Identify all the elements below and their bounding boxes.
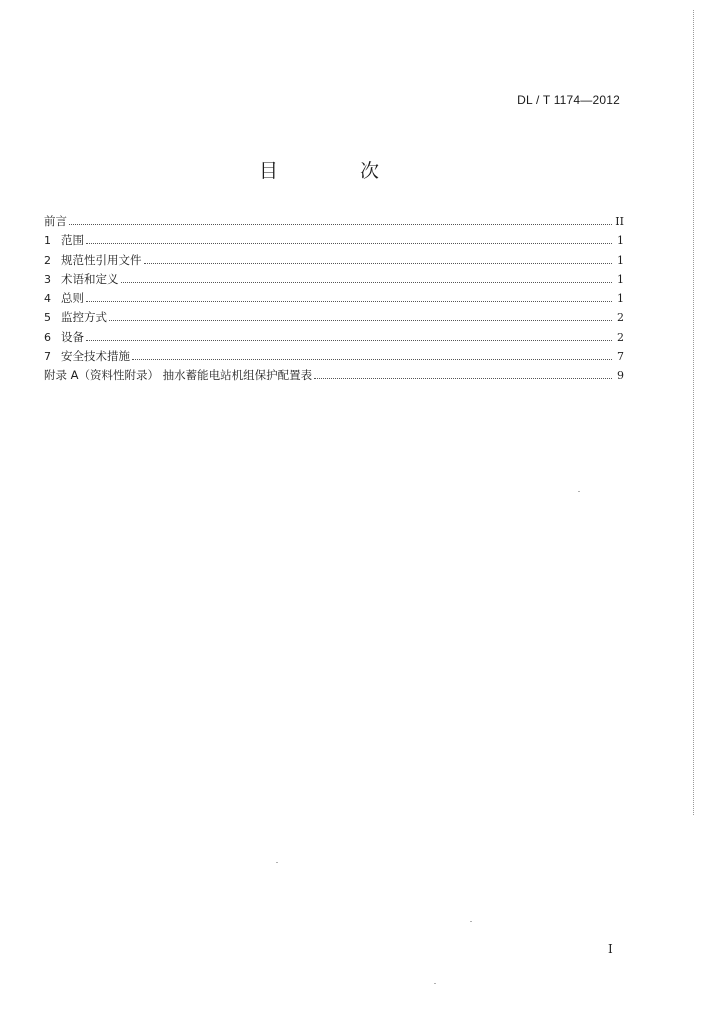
toc-entry-safety-measures[interactable] bbox=[44, 348, 624, 367]
scan-speck bbox=[470, 921, 472, 922]
toc-leader-dots bbox=[86, 300, 612, 302]
toc-page-number: 1 bbox=[617, 234, 624, 248]
toc-label: 范围 bbox=[61, 233, 84, 248]
toc-entry-terms-definitions[interactable] bbox=[44, 271, 624, 290]
scan-speck bbox=[434, 983, 436, 984]
toc-leader-dots bbox=[86, 242, 612, 244]
toc-page-number: II bbox=[615, 215, 624, 228]
toc-leader-dots bbox=[132, 358, 612, 360]
scan-speck bbox=[578, 491, 580, 492]
toc-entry-scope[interactable] bbox=[44, 232, 624, 251]
scan-edge-line bbox=[693, 10, 694, 815]
toc-number: 4 bbox=[44, 292, 51, 306]
toc-entry-monitoring-mode[interactable] bbox=[44, 309, 624, 328]
toc-leader-dots bbox=[314, 377, 612, 379]
toc-entry-general[interactable] bbox=[44, 290, 624, 309]
page-number: I bbox=[608, 942, 613, 956]
toc-page-number: 1 bbox=[617, 292, 624, 306]
scan-speck bbox=[276, 862, 278, 863]
toc-number: 3 bbox=[44, 272, 51, 286]
toc-leader-dots bbox=[86, 339, 612, 341]
toc-entry-appendix-a[interactable] bbox=[44, 367, 624, 386]
toc-label: 术语和定义 bbox=[61, 271, 119, 286]
toc-entry-foreword[interactable] bbox=[44, 213, 624, 232]
standard-code: DL / T 1174—2012 bbox=[517, 93, 620, 107]
toc-page-number: 1 bbox=[617, 253, 624, 267]
toc-number: 5 bbox=[44, 311, 51, 325]
toc-label: 监控方式 bbox=[61, 310, 107, 325]
toc-entry-normative-references[interactable] bbox=[44, 252, 624, 271]
toc-entry-equipment[interactable] bbox=[44, 329, 624, 348]
toc-leader-dots bbox=[144, 262, 613, 264]
toc-number: 6 bbox=[44, 330, 51, 344]
toc-leader-dots bbox=[121, 281, 613, 283]
toc-label: 前言 bbox=[44, 214, 67, 228]
toc-label: 总则 bbox=[61, 291, 84, 306]
toc-page-number: 7 bbox=[617, 350, 624, 364]
toc-page-number: 9 bbox=[617, 369, 624, 383]
toc-leader-dots bbox=[109, 319, 612, 321]
toc-number: 1 bbox=[44, 234, 51, 248]
toc-label: 规范性引用文件 bbox=[61, 252, 142, 267]
toc-page-number: 2 bbox=[617, 311, 624, 325]
toc-label: 附录 A（资料性附录） 抽水蓄能电站机组保护配置表 bbox=[44, 368, 313, 383]
toc-page-number: 1 bbox=[617, 272, 624, 286]
page-title: 目 次 bbox=[258, 160, 418, 182]
toc-number: 2 bbox=[44, 253, 51, 267]
toc-label: 设备 bbox=[61, 329, 84, 344]
toc-page-number: 2 bbox=[617, 330, 624, 344]
table-of-contents bbox=[44, 213, 624, 387]
toc-label: 安全技术措施 bbox=[61, 349, 130, 364]
toc-leader-dots bbox=[69, 223, 612, 225]
toc-number: 7 bbox=[44, 350, 51, 364]
